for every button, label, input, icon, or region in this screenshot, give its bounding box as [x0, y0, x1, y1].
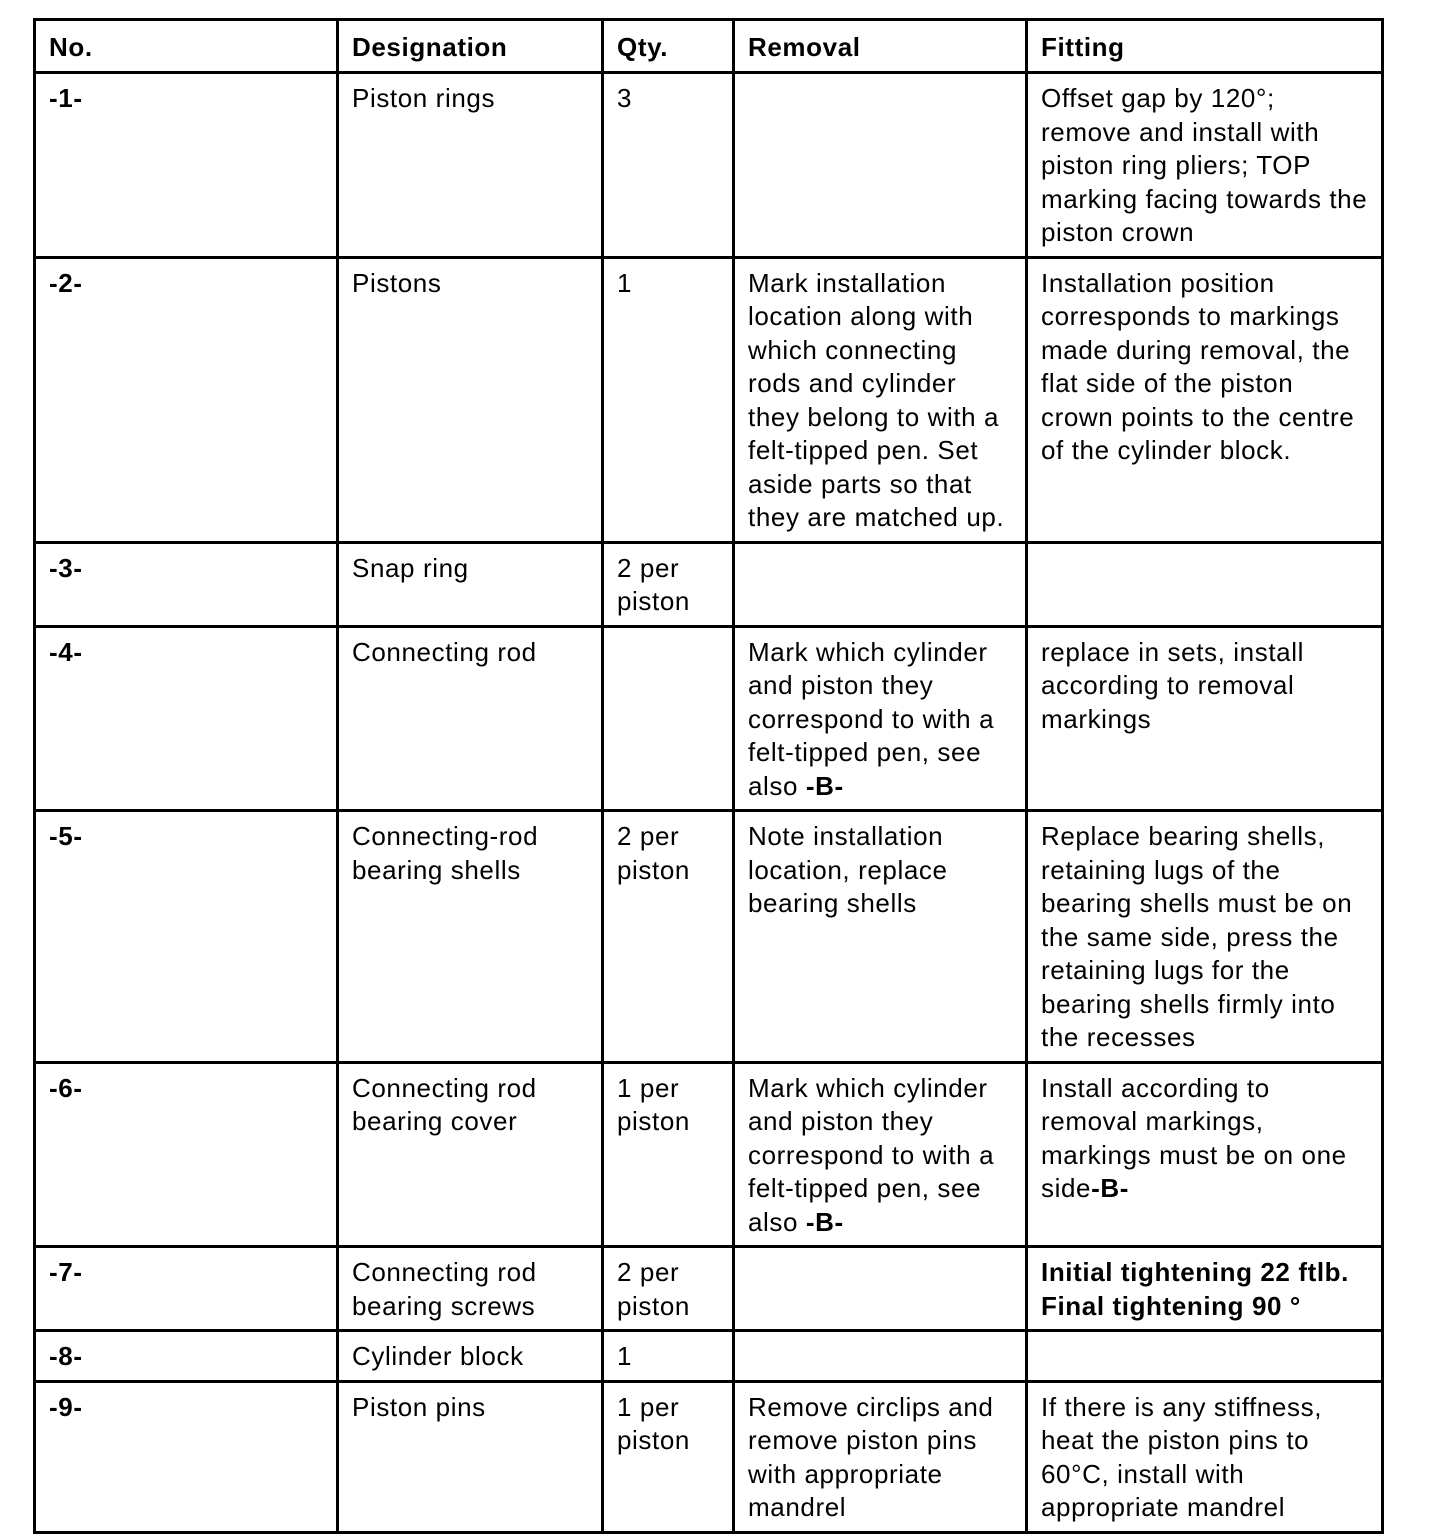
table-row — [35, 626, 1383, 811]
cell-designation: Cylinder block — [338, 1331, 603, 1382]
header-no: No. — [35, 20, 338, 73]
cell-qty: 2 per piston — [603, 811, 734, 1063]
header-row — [35, 20, 1383, 73]
cell-no: -2- — [35, 257, 338, 542]
cell-fitting — [1027, 542, 1383, 626]
cell-removal — [734, 1247, 1027, 1331]
cell-designation: Connecting rod bearing screws — [338, 1247, 603, 1331]
cell-designation: Connecting rod bearing cover — [338, 1062, 603, 1247]
cell-designation: Snap ring — [338, 542, 603, 626]
cell-removal — [734, 73, 1027, 258]
table-row — [35, 1331, 1383, 1382]
cell-fitting: If there is any stiffness, heat the piston pins to 60°C, install with appropriate mandrel — [1027, 1381, 1383, 1532]
table-row — [35, 811, 1383, 1063]
removal-reference: -B- — [805, 1206, 844, 1237]
cell-removal — [734, 542, 1027, 626]
cell-fitting: Replace bearing shells, retaining lugs of the bearing shells must be on the same side, press the retaining lugs for the bearing shells firmly into the recesses — [1027, 811, 1383, 1063]
cell-fitting — [1027, 1062, 1383, 1247]
cell-removal — [734, 1331, 1027, 1382]
cell-no: -1- — [35, 73, 338, 258]
cell-qty: 1 per piston — [603, 1381, 734, 1532]
cell-qty — [603, 626, 734, 811]
cell-designation: Pistons — [338, 257, 603, 542]
table-row — [35, 1062, 1383, 1247]
table-row — [35, 73, 1383, 258]
cell-fitting — [1027, 1331, 1383, 1382]
cell-designation: Connecting rod — [338, 626, 603, 811]
parts-table — [33, 18, 1384, 1534]
header-designation: Designation — [338, 20, 603, 73]
cell-qty: 3 — [603, 73, 734, 258]
cell-removal — [734, 1062, 1027, 1247]
cell-no: -8- — [35, 1331, 338, 1382]
cell-fitting: replace in sets, install according to removal markings — [1027, 626, 1383, 811]
cell-fitting — [1027, 1247, 1383, 1331]
cell-removal: Note installation location, replace bearing shells — [734, 811, 1027, 1063]
header-fitting: Fitting — [1027, 20, 1383, 73]
cell-fitting: Offset gap by 120°; remove and install with piston ring pliers; TOP marking facing towards the piston crown — [1027, 73, 1383, 258]
fitting-reference: -B- — [1091, 1173, 1130, 1203]
cell-qty: 2 per piston — [603, 1247, 734, 1331]
cell-qty: 2 per piston — [603, 542, 734, 626]
cell-fitting: Installation position corresponds to markings made during removal, the flat side of the piston crown points to the centre of the cylinder block. — [1027, 257, 1383, 542]
cell-qty: 1 per piston — [603, 1062, 734, 1247]
removal-text: Mark which cylinder and piston they correspond to with a felt-tipped pen, see also — [748, 1072, 995, 1237]
cell-no: -5- — [35, 811, 338, 1063]
table-row — [35, 1247, 1383, 1331]
cell-no: -9- — [35, 1381, 338, 1532]
cell-removal: Mark installation location along with which connecting rods and cylinder they belong to with a felt-tipped pen. Set aside parts so that they are matched up. — [734, 257, 1027, 542]
cell-qty: 1 — [603, 1331, 734, 1382]
cell-designation: Connecting-rod bearing shells — [338, 811, 603, 1063]
torque-initial: Initial tightening 22 ftlb. — [1041, 1257, 1349, 1287]
fitting-text: Install according to removal markings, markings must be on one side — [1041, 1072, 1347, 1203]
table-row — [35, 542, 1383, 626]
header-removal: Removal — [734, 20, 1027, 73]
torque-final: Final tightening 90 ° — [1041, 1290, 1301, 1321]
cell-designation: Piston pins — [338, 1381, 603, 1532]
table-row — [35, 1381, 1383, 1532]
cell-designation: Piston rings — [338, 73, 603, 258]
removal-reference: -B- — [805, 770, 844, 801]
table-row — [35, 257, 1383, 542]
cell-no: -3- — [35, 542, 338, 626]
cell-removal: Remove circlips and remove piston pins with appropriate mandrel — [734, 1381, 1027, 1532]
cell-no: -6- — [35, 1062, 338, 1247]
header-qty: Qty. — [603, 20, 734, 73]
cell-no: -7- — [35, 1247, 338, 1331]
cell-removal — [734, 626, 1027, 811]
removal-text: Mark which cylinder and piston they correspond to with a felt-tipped pen, see also — [748, 636, 995, 801]
cell-qty: 1 — [603, 257, 734, 542]
cell-no: -4- — [35, 626, 338, 811]
